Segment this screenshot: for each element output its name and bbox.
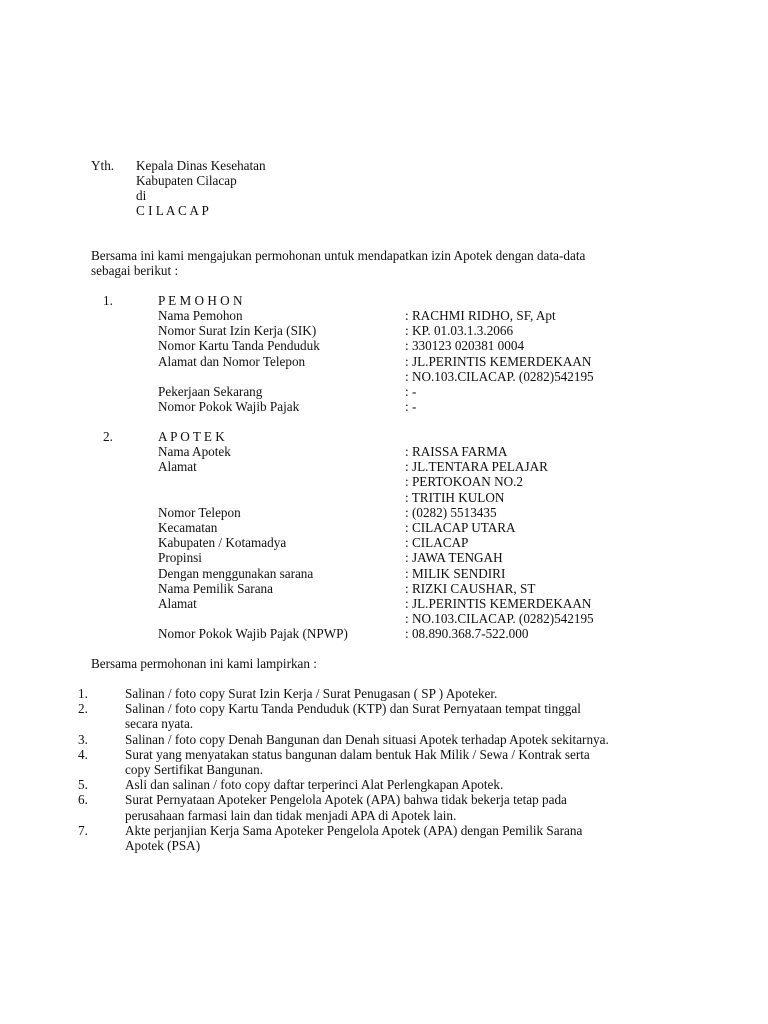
field-value: : 330123 020381 0004 bbox=[405, 338, 525, 354]
field-label: Alamat dan Nomor Telepon bbox=[158, 353, 306, 369]
field-label: Kecamatan bbox=[158, 519, 218, 535]
field-label: Dengan menggunakan sarana bbox=[158, 565, 314, 581]
field-label: Nomor Surat Izin Kerja (SIK) bbox=[158, 323, 317, 339]
list-item-text: Akte perjanjian Kerja Sama Apoteker Pengelola Apotek (APA) dengan Pemilik Sarana bbox=[125, 822, 583, 838]
list-item-text: Salinan / foto copy Surat Izin Kerja / Surat Penugasan ( SP ) Apoteker. bbox=[125, 686, 498, 701]
field-label bbox=[158, 611, 348, 626]
list-number: 2. bbox=[78, 701, 88, 717]
section1-values bbox=[405, 308, 594, 414]
list-item-text: Asli dan salinan / foto copy daftar terperinci Alat Perlengkapan Apotek. bbox=[125, 777, 504, 793]
field-label bbox=[158, 474, 348, 489]
intro-line: Bersama ini kami mengajukan permohonan untuk mendapatkan izin Apotek dengan data-data bbox=[91, 248, 586, 263]
field-label: Nama Pemilik Sarana bbox=[158, 580, 273, 596]
list-item-text: perusahaan farmasi lain dan tidak menjadi APA di Apotek lain. bbox=[125, 807, 457, 823]
field-label bbox=[158, 490, 348, 505]
list-item-text: Salinan / foto copy Denah Bangunan dan Denah situasi Apotek terhadap Apotek sekitarnya. bbox=[125, 731, 609, 747]
list-number: 3. bbox=[78, 731, 88, 747]
section-number: 1. bbox=[103, 293, 113, 308]
field-value: : (0282) 5513435 bbox=[405, 504, 497, 520]
field-label: Nomor Pokok Wajib Pajak bbox=[158, 399, 300, 415]
field-value: : RACHMI RIDHO, SF, Apt bbox=[405, 308, 556, 323]
list-number: 5. bbox=[78, 777, 88, 793]
field-label: Pekerjaan Sekarang bbox=[158, 383, 263, 399]
field-value: : JL.TENTARA PELAJAR bbox=[405, 459, 548, 475]
section-title: A P O T E K bbox=[158, 429, 225, 444]
addressee-line: Kepala Dinas Kesehatan bbox=[136, 158, 266, 173]
field-value: : - bbox=[405, 399, 417, 415]
list-number: 1. bbox=[78, 686, 88, 701]
field-value: : TRITIH KULON bbox=[405, 489, 505, 505]
attachment-numbers bbox=[78, 686, 88, 838]
field-value: : RIZKI CAUSHAR, ST bbox=[405, 580, 536, 596]
section2-values bbox=[405, 444, 594, 641]
field-value: : RAISSA FARMA bbox=[405, 444, 508, 459]
list-item-text: Surat Pernyataan Apoteker Pengelola Apotek (APA) bahwa tidak bekerja tetap pada bbox=[125, 792, 567, 808]
list-item-text: secara nyata. bbox=[125, 716, 194, 732]
field-value: : PERTOKOAN NO.2 bbox=[405, 474, 524, 490]
addressee-city: C I L A C A P bbox=[136, 203, 209, 218]
list-item-text: Apotek (PSA) bbox=[125, 837, 201, 853]
addressee-line: Kabupaten Cilacap bbox=[136, 173, 237, 188]
list-number: 4. bbox=[78, 746, 88, 762]
field-value: : NO.103.CILACAP. (0282)542195 bbox=[405, 368, 594, 384]
attachment-texts bbox=[125, 686, 609, 853]
attachments-intro: Bersama permohonan ini kami lampirkan : bbox=[91, 656, 317, 671]
field-value: : - bbox=[405, 383, 417, 399]
list-item-text: copy Sertifikat Bangunan. bbox=[125, 761, 264, 777]
field-value: : CILACAP UTARA bbox=[405, 519, 516, 535]
field-value: : CILACAP bbox=[405, 535, 469, 551]
intro-paragraph bbox=[91, 248, 585, 278]
field-label: Alamat bbox=[158, 595, 197, 611]
field-value: : NO.103.CILACAP. (0282)542195 bbox=[405, 611, 594, 627]
addressee-label: Yth. bbox=[91, 158, 115, 173]
field-label: Alamat bbox=[158, 459, 197, 475]
field-value: : JAWA TENGAH bbox=[405, 550, 503, 566]
list-item-text: Salinan / foto copy Kartu Tanda Penduduk (KTP) dan Surat Pernyataan tempat tinggal bbox=[125, 701, 581, 717]
field-label: Nomor Telepon bbox=[158, 504, 241, 520]
field-value: : 08.890.368.7-522.000 bbox=[405, 626, 529, 642]
list-number: 6. bbox=[78, 792, 88, 808]
field-label: Kabupaten / Kotamadya bbox=[158, 535, 287, 551]
field-label: Nomor Pokok Wajib Pajak (NPWP) bbox=[158, 626, 348, 642]
section1-labels bbox=[158, 308, 320, 414]
field-label: Nama Pemohon bbox=[158, 308, 243, 323]
field-label: Propinsi bbox=[158, 550, 202, 566]
field-label: Nama Apotek bbox=[158, 444, 231, 459]
field-value: : JL.PERINTIS KEMERDEKAAN bbox=[405, 595, 592, 611]
intro-line: sebagai berikut : bbox=[91, 263, 179, 279]
section2-labels bbox=[158, 444, 348, 641]
addressee-line: di bbox=[136, 188, 147, 203]
field-label bbox=[158, 369, 320, 384]
field-value: : MILIK SENDIRI bbox=[405, 565, 506, 581]
field-value: : JL.PERINTIS KEMERDEKAAN bbox=[405, 353, 592, 369]
list-number: 7. bbox=[78, 822, 88, 838]
section-number: 2. bbox=[103, 429, 113, 444]
list-item-text: Surat yang menyatakan status bangunan dalam bentuk Hak Milik / Sewa / Kontrak serta bbox=[125, 746, 590, 762]
field-value: : KP. 01.03.1.3.2066 bbox=[405, 323, 514, 339]
section-title: P E M O H O N bbox=[158, 293, 243, 308]
field-label: Nomor Kartu Tanda Penduduk bbox=[158, 338, 320, 354]
